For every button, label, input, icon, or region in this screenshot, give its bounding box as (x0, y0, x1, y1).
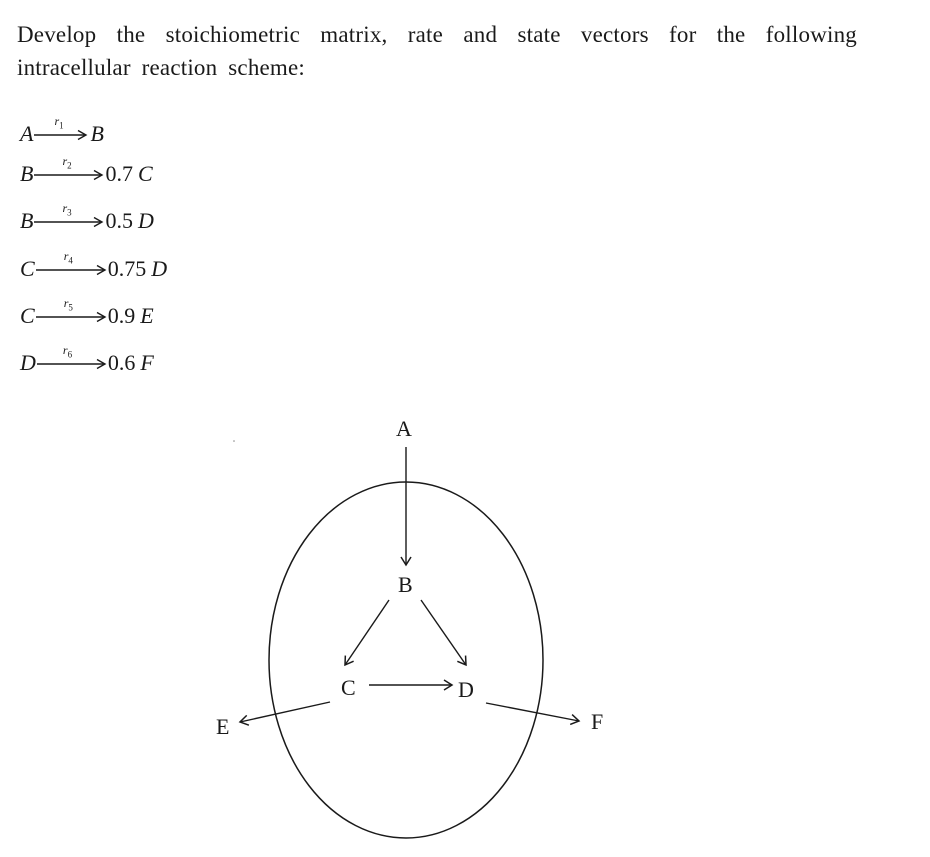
reaction-6 (20, 343, 154, 376)
flux-d-to-f (486, 703, 579, 721)
node-c-label: C (341, 675, 356, 700)
reaction-6-rate: $r_6$ (62, 343, 73, 360)
node-e-label: E (216, 714, 230, 739)
reaction-4-rate: $r_4$ (63, 249, 73, 266)
reaction-4-arrow (36, 249, 107, 282)
reaction-5-rate: $r_5$ (63, 296, 73, 313)
reaction-2 (20, 154, 153, 187)
reaction-5-arrow (36, 296, 107, 329)
reaction-3-rate: $r_3$ (62, 201, 72, 218)
reaction-4-reactant: C (20, 256, 35, 281)
reaction-3-coefficient: 0.5 (105, 208, 133, 233)
reaction-1-arrow (34, 114, 88, 147)
node-d-label: D (458, 677, 474, 702)
reaction-5-product: E (140, 303, 154, 328)
flux-b-to-d (421, 600, 466, 665)
reaction-4-product: D (151, 256, 168, 281)
reaction-3-product: D (137, 208, 154, 233)
reaction-4-coefficient: 0.75 (107, 256, 147, 281)
reaction-6-coefficient: 0.6 (107, 350, 136, 375)
reaction-5-coefficient: 0.9 (107, 303, 136, 328)
reaction-4 (20, 249, 168, 282)
reaction-2-reactant: B (20, 161, 34, 186)
reaction-1 (20, 114, 104, 147)
cell-membrane (269, 482, 543, 838)
flux-c-to-e (240, 702, 330, 722)
reaction-2-rate: $r_2$ (62, 154, 72, 171)
reaction-2-product: C (137, 161, 153, 186)
reaction-3-reactant: B (20, 208, 34, 233)
reaction-6-arrow (37, 343, 107, 376)
reaction-3-arrow (34, 201, 104, 234)
speck-mark (233, 440, 235, 442)
reaction-1-reactant: A (20, 121, 34, 146)
reaction-3 (20, 201, 154, 234)
flux-b-to-c (345, 600, 389, 665)
reaction-5-reactant: C (20, 303, 35, 328)
reaction-1-product: B (90, 121, 104, 146)
reaction-1-rate: $r_1$ (54, 114, 64, 131)
node-f-label: F (591, 709, 604, 734)
node-a-label: A (396, 416, 412, 441)
reaction-6-product: F (140, 350, 154, 375)
problem-statement: Develop the stoichiometric matrix, rate and state vectors for the following intracellular reaction scheme: (17, 22, 857, 80)
reaction-6-reactant: D (20, 350, 36, 375)
node-b-label: B (398, 572, 413, 597)
reaction-2-coefficient: 0.7 (105, 161, 133, 186)
reaction-5 (20, 296, 154, 329)
reaction-2-arrow (34, 154, 104, 187)
reaction-list (0, 0, 300, 400)
